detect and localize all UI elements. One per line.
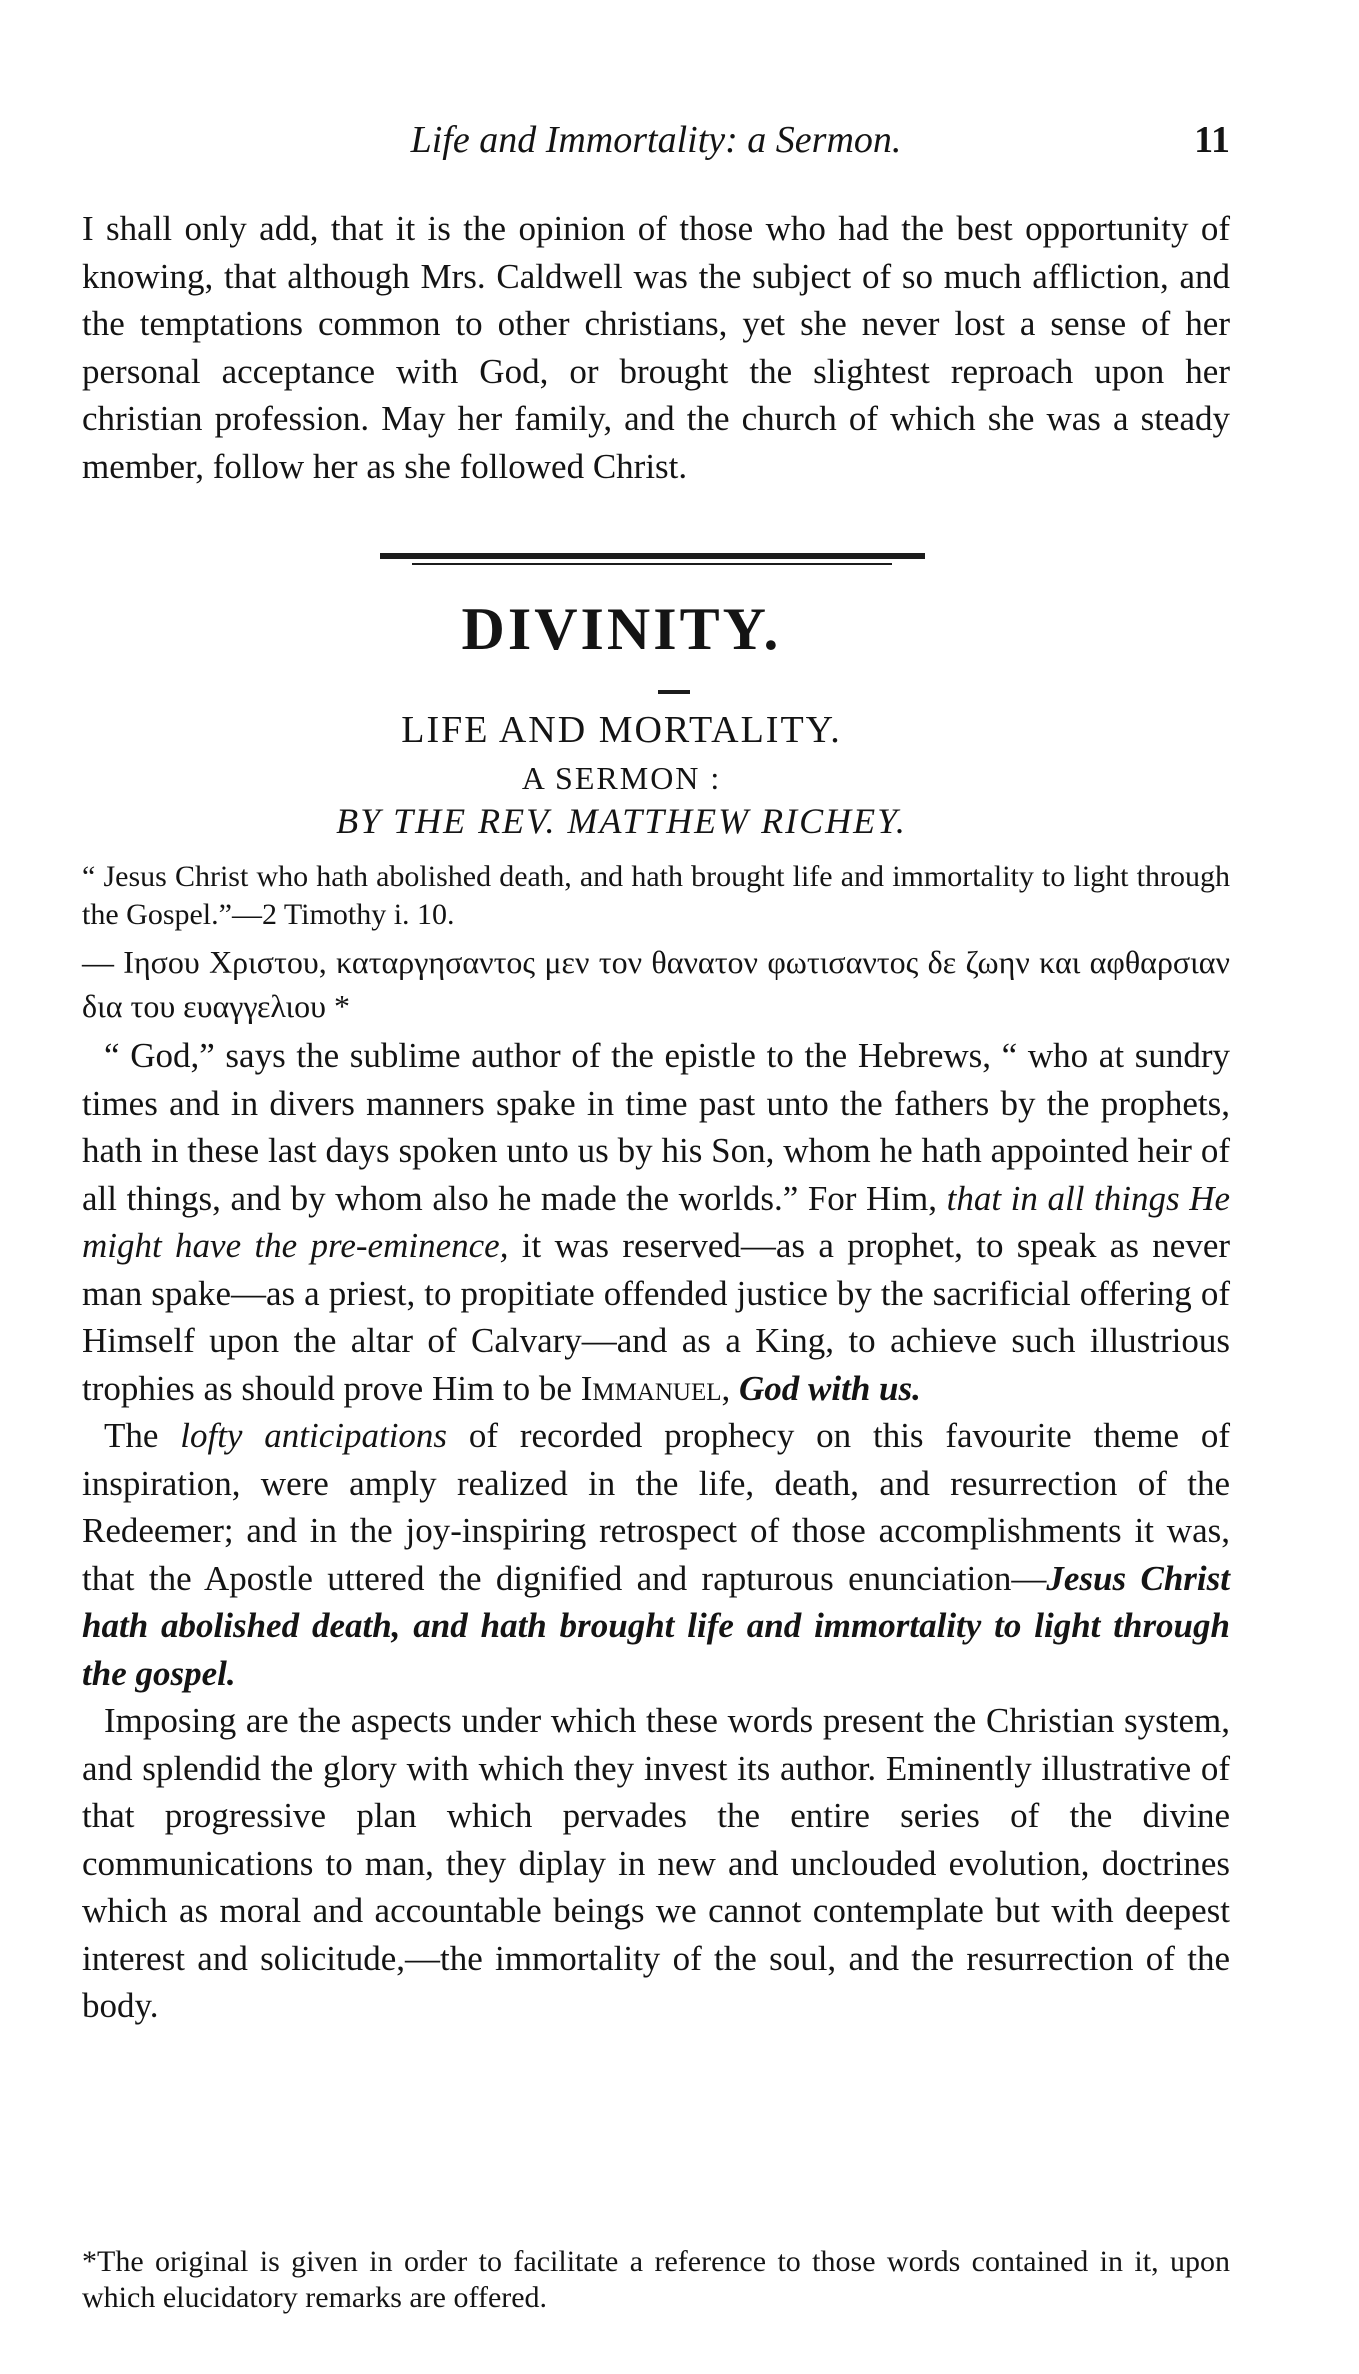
section-heading: DIVINITY. <box>461 596 782 662</box>
sermon-subtitle: A SERMON : <box>521 760 722 796</box>
divider-thin-line <box>412 563 892 565</box>
closing-paragraph-text: I shall only add, that it is the opinion of those who had the best opportunity of knowing, that although Mrs. Caldwell was the subject of so much affliction, and the temptations common to other christians, yet she never lost a sense of her personal acceptance with God, or brought the slightest reproach upon her christian profession. May her family, and the church of which she was a steady member, follow her as she followed Christ. <box>82 209 1230 486</box>
sermon-body <box>82 1032 1230 2030</box>
p1-text-b: it was reserved—as a prophet, to speak as never man spake—as a priest, to propitiate offended justice by the sacrificial offering of Himself upon the altar of Calvary—and as a King, to achieve such illustrious trophies as should prove Him to be <box>82 1226 1231 1408</box>
sermon-title: LIFE AND MORTALITY. <box>401 709 842 751</box>
p1-smallcaps: Immanuel, <box>580 1368 731 1408</box>
p1-text-a: “ God,” says the sublime author of the epistle to the Hebrews, “ who at sundry times and in divers manners spake in time past unto the fathers by the prophets, hath in these last days spoken unto us by his Son, whom he hath appointed heir of all things, and by whom also he made the worlds.” For Him, <box>82 1036 1230 1218</box>
body-paragraph-3: Imposing are the aspects under which these words present the Christian system, and splendid the glory with which they invest its author. Eminently illustrative of that progressive plan which pervades the entire series of the divine communications to man, they diplay in new and unclouded evolution, doctrines which as moral and accountable beings we cannot contemplate but with deepest interest and solicitude,—the immortality of the soul, and the resurrection of the body. <box>82 1701 1230 2025</box>
footnote: *The original is given in order to facilitate a reference to those words contained in it, upon which elucidatory remarks are offered. <box>82 2245 1230 2314</box>
p2-text-b: of recorded prophecy on this favourite theme of inspiration, were amply realized in the life, death, and resurrection of the Redeemer; and in the joy-inspiring retrospect of those accomplishments it was, that the Apostle uttered the dignified and rapturous enunciation— <box>82 1416 1231 1598</box>
heading-dash <box>658 690 690 694</box>
p1-italic-2: God with us. <box>739 1368 921 1408</box>
p2-text-a: The <box>104 1416 159 1455</box>
divider-thick-line <box>380 553 925 559</box>
page-number: 11 <box>1194 119 1230 161</box>
body-paragraph-2 <box>82 1412 1230 1697</box>
closing-paragraph <box>82 205 1230 490</box>
p1-italic: that in all things He might have the pre-eminence, <box>82 1178 1231 1265</box>
section-divider <box>380 553 925 565</box>
sermon-byline: BY THE REV. MATTHEW RICHEY. <box>336 801 907 841</box>
epigraph-english: “ Jesus Christ who hath abolished death, and hath brought life and immortality to light through the Gospel.”—2 Timothy i. 10. <box>82 860 1230 931</box>
p2-italic: lofty anticipations <box>180 1416 448 1455</box>
running-title: Life and Immortality: a Sermon. <box>410 119 902 161</box>
running-head <box>82 118 1230 168</box>
epigraph-greek: — Ιησου Χριστου, καταργησαντος μεν τον θανατον φωτισαντος δε ζωην και αφθαρσιαν δια του ευαγγελιου * <box>82 944 1230 1024</box>
p2-italic-bold: Jesus Christ hath abolished death, and hath brought life and immortality to light through the gospel. <box>82 1558 1230 1693</box>
body-paragraph-1 <box>82 1032 1230 1412</box>
